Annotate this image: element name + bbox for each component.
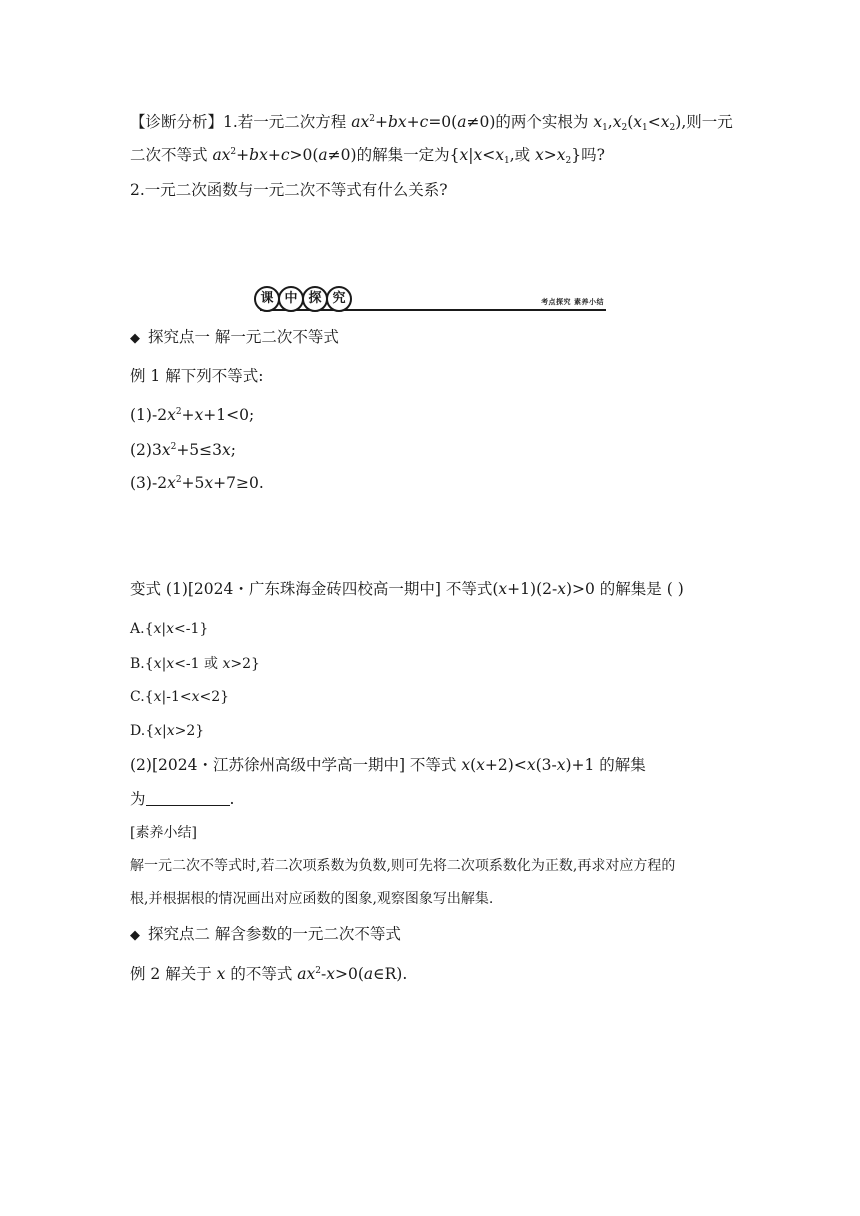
banner-char-2: 中 (278, 286, 304, 312)
diagnosis-label: 【诊断分析】 (130, 113, 224, 131)
diagnosis-question-2: 2.一元二次函数与一元二次不等式有什么关系? (130, 181, 448, 199)
example-2-title: 例 2 解关于 x 的不等式 $ax^2-x>0(a\in R)$. (130, 965, 408, 983)
example-1-item-3: $(3)-2x^2+5x+7\ge 0$. (130, 474, 264, 492)
example-1-item-2: $(2)3x^2+5\le 3x$; (130, 441, 236, 459)
banner-tag: 考点探究 素养小结 (541, 298, 604, 306)
example-1-title: 例 1 解下列不等式: (130, 367, 264, 385)
banner-char-1: 课 (254, 286, 280, 312)
section-1-heading (130, 327, 339, 349)
variant-question-1: 变式 (1)[2024・广东珠海金砖四校高一期中] 不等式(x+1)(2-x)>0 的解集是 ( ) (130, 580, 684, 598)
variant-question-2: (2)[2024・江苏徐州高级中学高一期中] 不等式 x(x+2)<x(3-x)+1 的解集 (130, 756, 646, 774)
summary-label: [素养小结] (130, 825, 197, 841)
summary-line-1: 解一元二次不等式时,若二次项系数为负数,则可先将二次项系数化为正数,再求对应方程的 (130, 858, 676, 874)
section-2-title: 探究点二 解含参数的一元二次不等式 (148, 925, 401, 943)
banner-char-4: 究 (326, 286, 352, 312)
option-a[interactable]: A.{x|x<-1} (130, 621, 209, 637)
section-2-heading (130, 924, 401, 946)
banner-char-3: 探 (302, 286, 328, 312)
diagnosis-line-2: 二次不等式 $ax^2+bx+c>0(a\ne 0)$的解集一定为{$x|x<x_1$,或 $x>x_2$}吗? (130, 146, 605, 166)
variant-question-2-line-2: 为 . (130, 790, 235, 808)
summary-line-2: 根,并根据根的情况画出对应函数的图象,观察图象写出解集. (130, 891, 494, 907)
option-d[interactable]: D.{x|x>2} (130, 723, 205, 739)
example-1-item-1: $(1)-2x^2+x+1<0$; (130, 406, 255, 424)
diamond-icon: ◆ (130, 331, 140, 346)
answer-blank[interactable] (146, 791, 230, 806)
option-c[interactable]: C.{x|-1<x<2} (130, 689, 230, 705)
section-1-title: 探究点一 解一元二次不等式 (148, 328, 339, 346)
diamond-icon: ◆ (130, 928, 140, 943)
option-b[interactable]: B.{x|x<-1 或 x>2} (130, 656, 260, 672)
diagnosis-line-1: 【诊断分析】1.若一元二次方程 $ax^2+bx+c=0(a\ne 0)$的两个实根为 $x_1,x_2(x_1<x_2)$,则一元 (130, 113, 733, 133)
section-banner (252, 284, 606, 312)
